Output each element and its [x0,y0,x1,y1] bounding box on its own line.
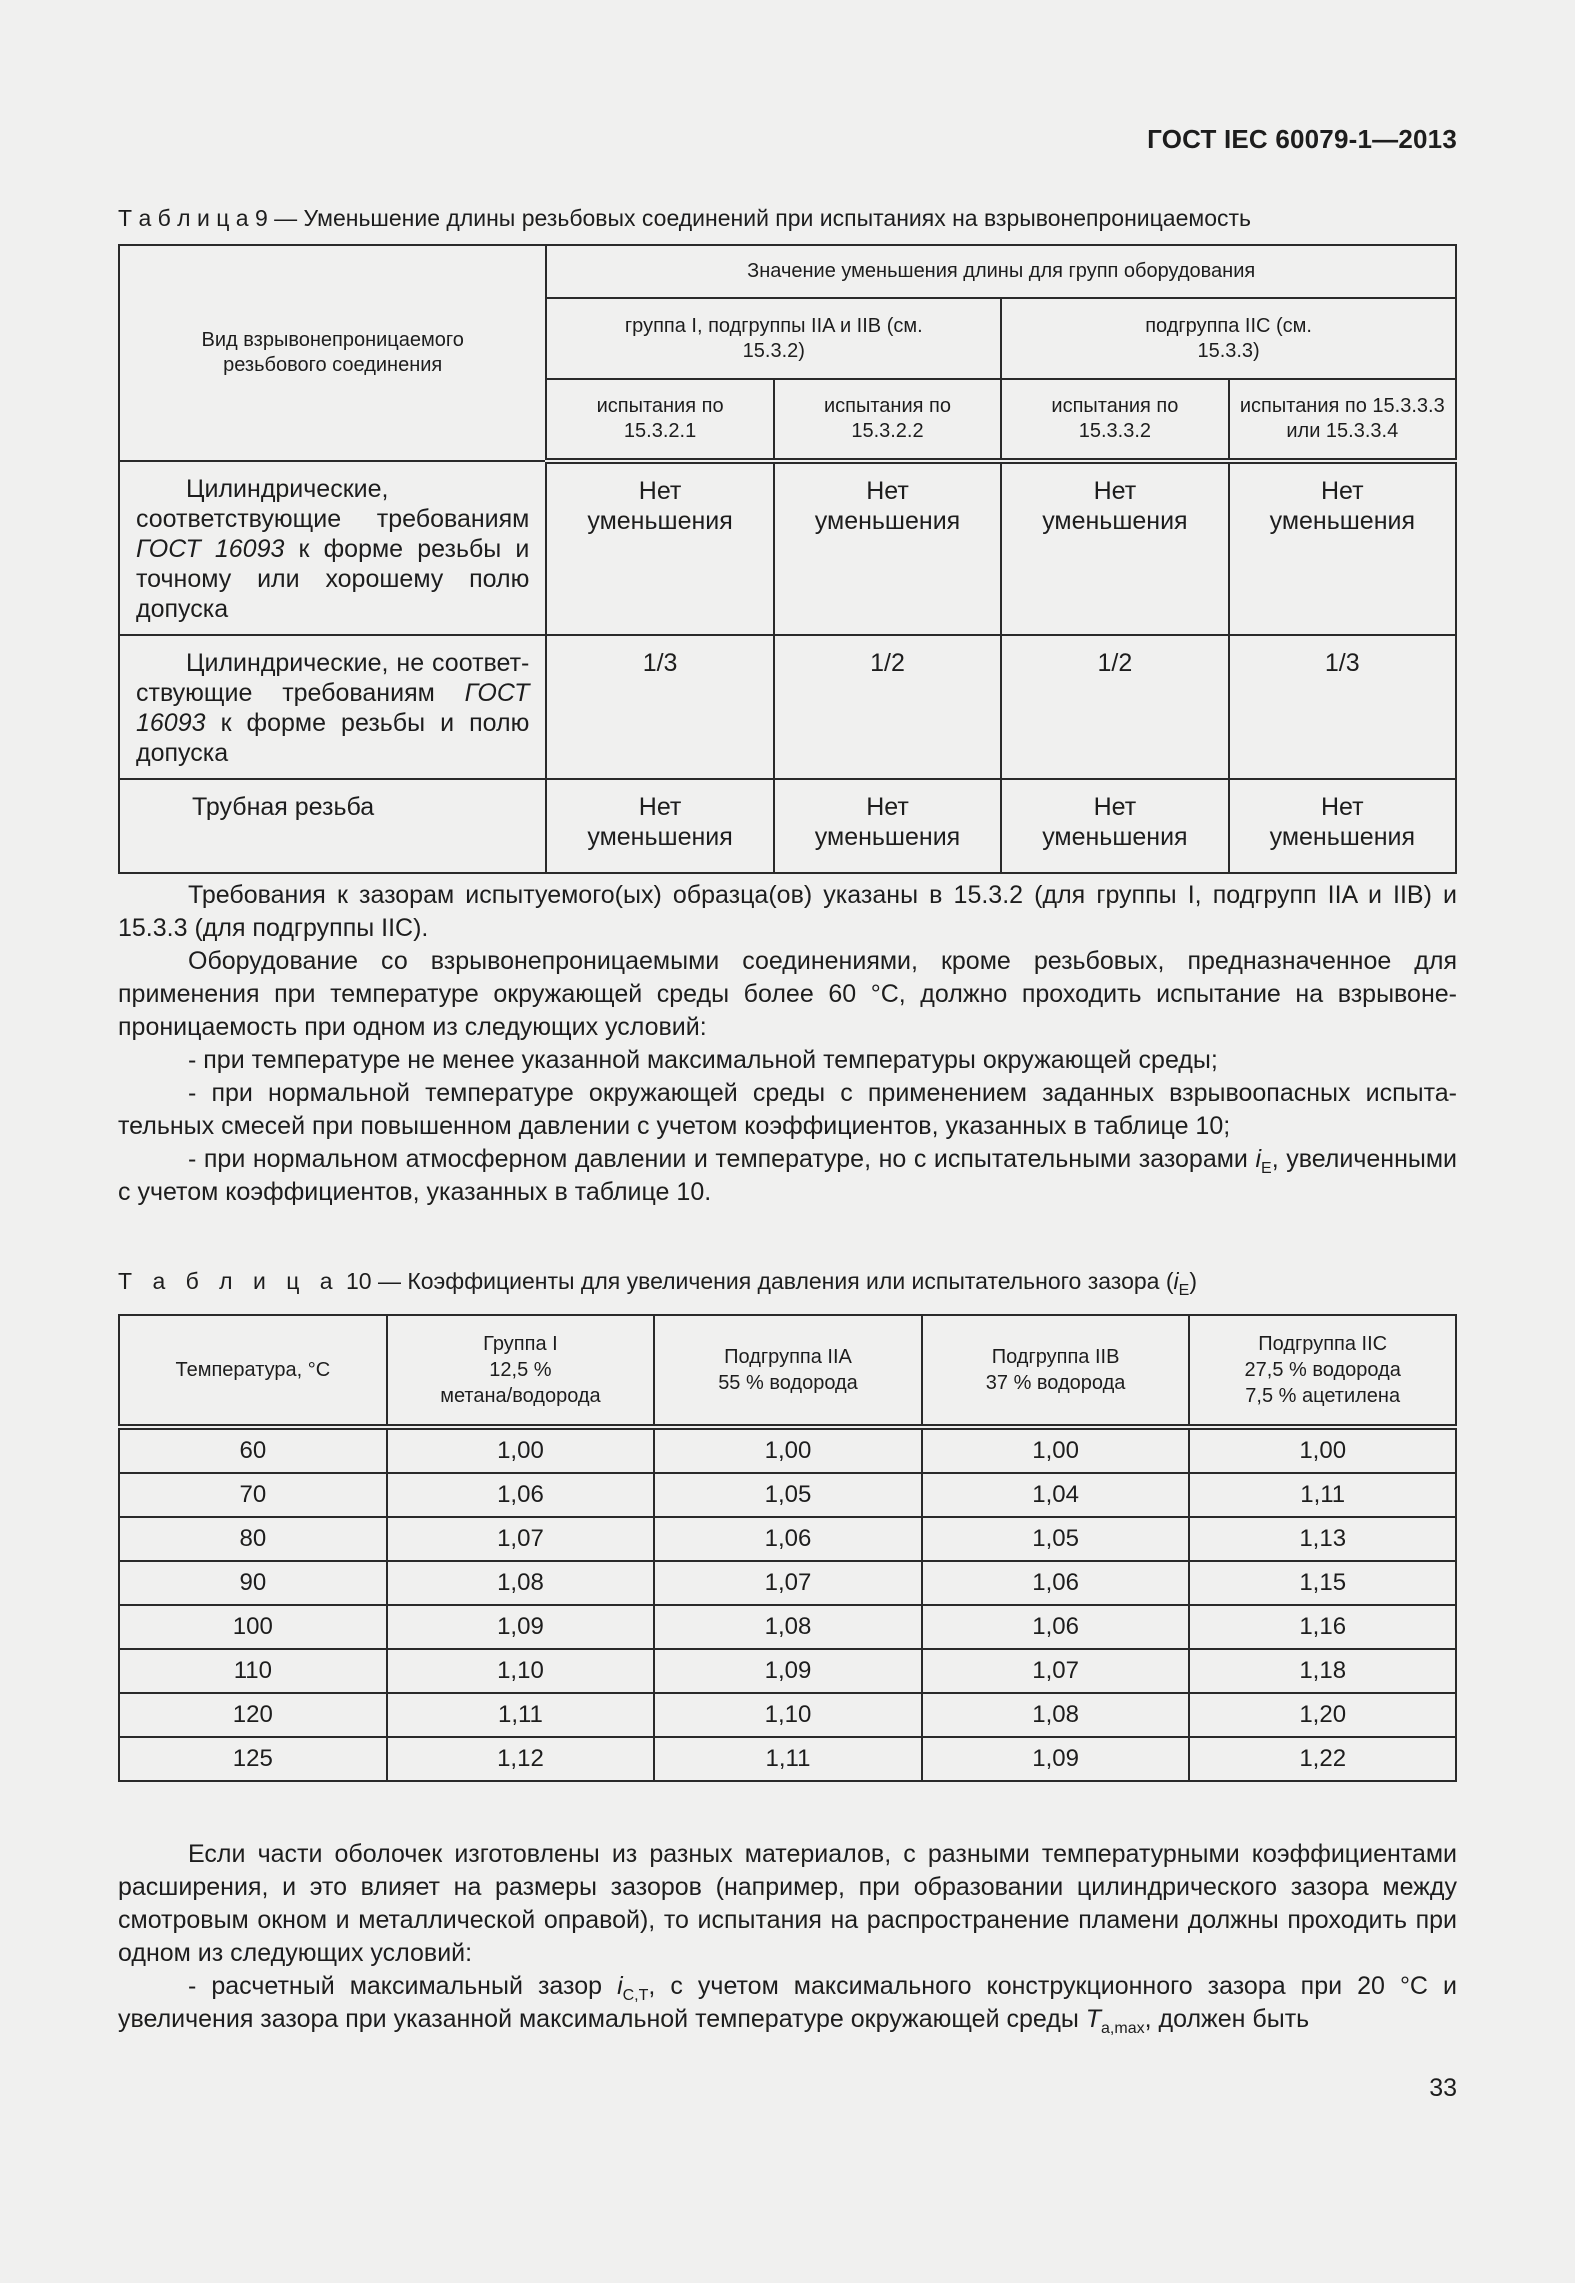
coefficient-cell: 1,08 [387,1561,655,1605]
table9-header-group-value: Значение уменьшения длины для групп оборудования [546,245,1456,298]
subscript: E [1178,1282,1190,1299]
temperature-cell: 120 [119,1693,387,1737]
table9-header-test-4: испытания по 15.3.3.3 или 15.3.3.4 [1229,379,1456,461]
coefficient-cell: 1,07 [654,1561,922,1605]
table-row [119,1561,1456,1605]
header-line: 12,5 % [489,1359,552,1381]
table9-cell: 1/2 [1001,635,1228,779]
table9-caption-label: Т а б л и ц а 9 [118,205,268,231]
table10-header-row [119,1315,1456,1427]
table10-header-cell [387,1315,655,1427]
table9-header-kind: Вид взрывонепроницаемого резьбового соединения [119,245,546,461]
table-row [119,1427,1456,1473]
body-text-1 [118,879,1457,1209]
table9-cell: Нет уменьшения [546,779,773,873]
coefficient-cell: 1,00 [1189,1427,1456,1473]
subscript: C,T [622,1987,649,2004]
header-line: Подгруппа IIC [1258,1333,1388,1355]
coefficient-cell: 1,12 [387,1737,655,1781]
table9-cell: 1/3 [1229,635,1456,779]
temperature-cell: 80 [119,1517,387,1561]
list-item [118,1970,1457,2036]
table-row [119,1605,1456,1649]
coefficient-cell: 1,06 [922,1605,1190,1649]
coefficient-cell: 1,10 [654,1693,922,1737]
coefficient-cell: 1,07 [387,1517,655,1561]
header-line: 7,5 % ацетилена [1245,1385,1401,1407]
table10-caption-label: Т а б л и ц а [118,1268,340,1294]
coefficient-cell: 1,09 [387,1605,655,1649]
temperature-cell: 125 [119,1737,387,1781]
table9-header-test-2: испытания по 15.3.2.2 [774,379,1001,461]
row-kind-text: Цилиндрические, соответствующие требованиям [136,475,530,533]
coefficient-cell: 1,09 [654,1649,922,1693]
table9-caption-text: — Уменьшение длины резьбовых соединений при испытаниях на взрывонепроницаемость [267,205,1252,231]
coefficient-cell: 1,08 [922,1693,1190,1737]
coefficient-cell: 1,06 [387,1473,655,1517]
page-number: 33 [1429,2074,1457,2102]
table9-row2-kind [119,635,546,779]
header-line: 37 % водорода [985,1372,1126,1394]
coefficient-cell: 1,07 [922,1649,1190,1693]
table-row [119,1737,1456,1781]
header-line: 55 % водорода [718,1372,858,1394]
header-line: метана/водорода [440,1385,601,1407]
row-kind-text: к форме резьбы и полю допуска [136,709,530,767]
table9-header-test-3: испытания по 15.3.3.2 [1001,379,1228,461]
coefficient-cell: 1,05 [654,1473,922,1517]
table9-row3-kind [119,779,546,873]
symbol: i [1255,1145,1262,1173]
table10-header-cell [654,1315,922,1427]
coefficient-cell: 1,09 [922,1737,1190,1781]
table-row [119,1473,1456,1517]
table9-cell: Нет уменьшения [774,461,1001,635]
table9-cell: Нет уменьшения [774,779,1001,873]
table9-cell: Нет уменьшения [1001,461,1228,635]
subscript: a,max [1101,2020,1145,2037]
coefficient-cell: 1,15 [1189,1561,1456,1605]
coefficient-cell: 1,00 [654,1427,922,1473]
text-run: , увеличенными с учетом коэффициентов, указанных в таблице 10. [118,1145,1457,1206]
text-run: , должен быть [1144,2005,1310,2033]
coefficient-cell: 1,11 [654,1737,922,1781]
symbol: i [1173,1268,1179,1294]
list-item: - при температуре не менее указанной максимальной температуры окружающей среды; [188,1046,1218,1074]
text-run: , с учетом максимального конструкционного зазора при 20 °С и увеличения зазора при указанной максимальной температуре окружающей среды [118,1972,1457,2033]
table-row [119,779,1456,873]
table9 [118,244,1457,874]
temperature-cell: 70 [119,1473,387,1517]
table-row [119,635,1456,779]
coefficient-cell: 1,00 [387,1427,655,1473]
list-item: - при нормальной температуре окружающей среды с применением заданных взрывоопасных испытательных смесей при повышенном давлении с учетом коэффициентов, указанных в таблице 10; [118,1079,1457,1140]
header-line: Подгруппа IIA [724,1346,852,1368]
subscript: E [1261,1160,1272,1177]
coefficient-cell: 1,11 [1189,1473,1456,1517]
coefficient-cell: 1,04 [922,1473,1190,1517]
coefficient-cell: 1,22 [1189,1737,1456,1781]
table10-caption [118,1268,1197,1299]
row-kind-text: Трубная резьба [192,793,375,821]
coefficient-cell: 1,08 [654,1605,922,1649]
coefficient-cell: 1,05 [922,1517,1190,1561]
coefficient-cell: 1,13 [1189,1517,1456,1561]
table9-cell: Нет уменьшения [1229,461,1456,635]
body-text-2 [118,1838,1457,2036]
paragraph: Если части оболочек изготовлены из разных материалов, с разными температурными коэффициентами расширения, и это влияет на размеры зазоров (например, при образовании цилиндрического зазора между смотровым окном и металлической оправой), то испытания на распространение пламени должны проходить при одном из следующих условий: [118,1840,1457,1967]
table10-caption-text: 10 — Коэффициенты для увеличения давления или испытательного зазора ( [345,1268,1174,1294]
header-line: Подгруппа IIB [991,1346,1120,1368]
coefficient-cell: 1,16 [1189,1605,1456,1649]
header-line: Группа I [483,1333,558,1355]
coefficient-cell: 1,18 [1189,1649,1456,1693]
text-run: ) [1189,1268,1197,1294]
table9-caption [118,205,1251,232]
table10-header-cell [922,1315,1190,1427]
header-line: Температура, °С [175,1359,331,1381]
symbol: i [617,1972,623,2000]
text-run: - при нормальном атмосферном давлении и температуре, но с испытательными зазорами [188,1145,1256,1173]
paragraph: Требования к зазорам испытуемого(ых) образца(ов) указаны в 15.3.2 (для группы I, подгрупп IIA и IIB) и 15.3.3 (для подгруппы IIC). [118,881,1457,942]
table9-row1-kind [119,461,546,635]
row-kind-text: Цилиндрические, не соответствующие требованиям [136,649,530,707]
row-kind-reference: ГОСТ 16093 [136,679,530,737]
temperature-cell: 90 [119,1561,387,1605]
table-row [119,1649,1456,1693]
text-run: - расчетный максимальный зазор [188,1972,618,2000]
table9-cell: Нет уменьшения [1001,779,1228,873]
temperature-cell: 60 [119,1427,387,1473]
temperature-cell: 110 [119,1649,387,1693]
table-row [119,1693,1456,1737]
table10-header-cell [1189,1315,1456,1427]
table9-cell: Нет уменьшения [546,461,773,635]
table10-header-cell [119,1315,387,1427]
table9-header-group1: группа I, подгруппы IIA и IIB (см. 15.3.2) [546,298,1001,379]
coefficient-cell: 1,11 [387,1693,655,1737]
table9-cell: 1/2 [774,635,1001,779]
list-item [118,1143,1457,1209]
coefficient-cell: 1,20 [1189,1693,1456,1737]
coefficient-cell: 1,10 [387,1649,655,1693]
table-row [119,1517,1456,1561]
paragraph: Оборудование со взрывонепроницаемыми соединениями, кроме резьбовых, предназначенное для применения при температуре окружающей среды более 60 °С, должно проходить испытание на взрывонепроницаемость при одном из следующих условий: [118,947,1457,1041]
coefficient-cell: 1,06 [654,1517,922,1561]
document-code: ГОСТ IEC 60079-1—2013 [1147,124,1457,154]
symbol: T [1085,2005,1102,2033]
temperature-cell: 100 [119,1605,387,1649]
coefficient-cell: 1,00 [922,1427,1190,1473]
table9-header-test-1: испытания по 15.3.2.1 [546,379,773,461]
table10 [118,1314,1457,1782]
table9-cell: 1/3 [546,635,773,779]
table9-header-group2: подгруппа IIC (см. 15.3.3) [1001,298,1456,379]
coefficient-cell: 1,06 [922,1561,1190,1605]
header-line: 27,5 % водорода [1244,1359,1401,1381]
row-kind-reference: ГОСТ 16093 [136,535,285,563]
row-kind-text: к форме резьбы и точному или хорошему полю допуска [136,535,530,623]
table-row [119,461,1456,635]
table9-cell: Нет уменьшения [1229,779,1456,873]
